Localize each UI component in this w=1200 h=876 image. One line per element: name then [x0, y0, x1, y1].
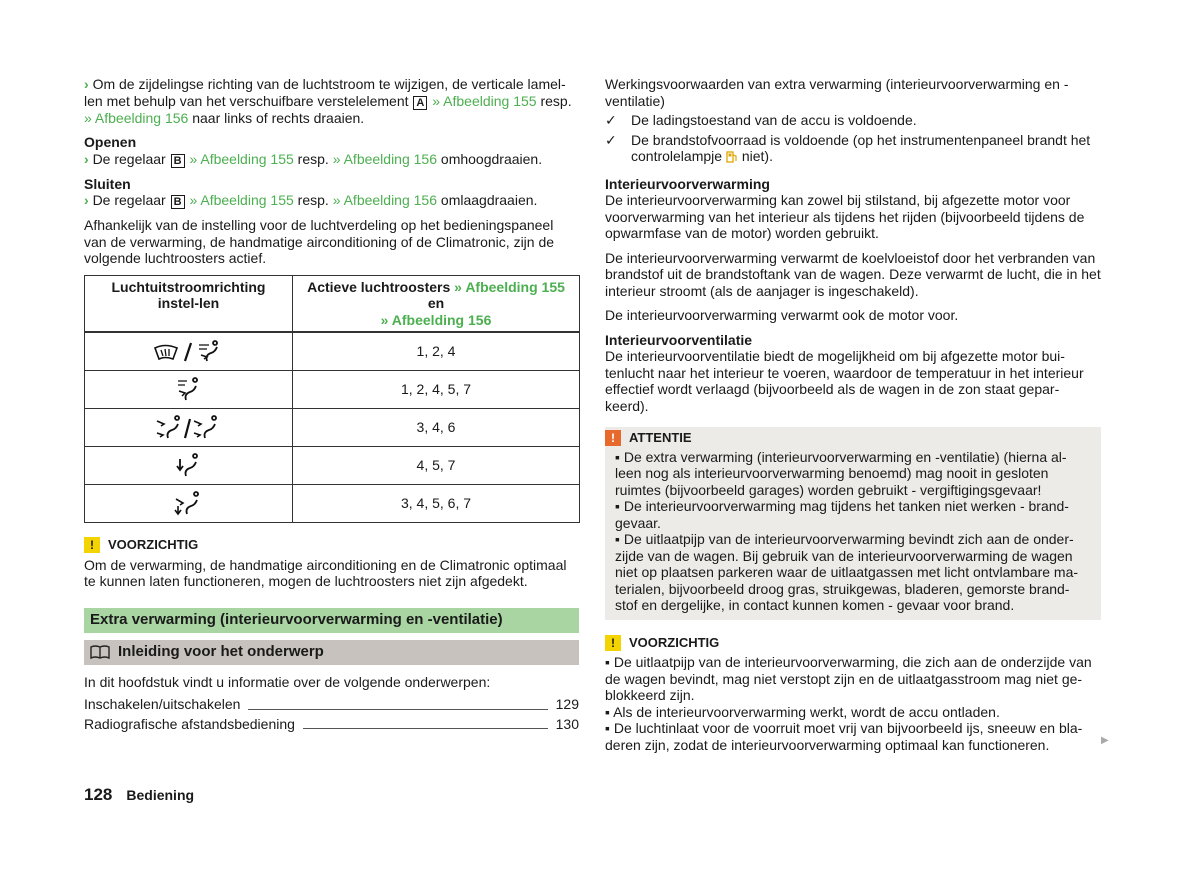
- list-item: ▪ De uitlaatpijp van de interieurvoorverwarming, die zich aan de onderzijde van de wagen bevindt, mag niet verstopt zijn en de uitlaatgasstroom mag niet ge-blokkeerd zijn.: [605, 654, 1092, 703]
- list-item: ▪ De uitlaatpijp van de interieurvoorverwarming bevindt zich aan de onder-zijde van de wagen. Bij gebruik van de interieurvoorverwarming de wagen niet op plaatsen parkeren waar de uitlaatgassen met licht ontvlambare ma-terialen, bijvoorbeeld droog gras, struikgewas, bladeren, gemorste brand-stof en dergelijke, in contact kunnen komen - gevaar voor brand.: [615, 531, 1079, 613]
- list-item: [605, 112, 1101, 129]
- right-column: [605, 76, 1101, 753]
- toc-leader: [248, 709, 547, 710]
- attention-box: [605, 427, 1101, 620]
- direction-cell: [85, 447, 293, 485]
- table-header-direction: Luchtuitstroomrichting instel-len: [85, 275, 293, 332]
- caution-item-text: De luchtinlaat voor de voorruit moet vrij van bijvoorbeeld ijs, sneeuw en bla-deren zijn, zodat de interieurvoorverwarming optimaal kan functioneren.: [605, 720, 1083, 753]
- resp-text: resp.: [297, 150, 329, 167]
- link-figure-156[interactable]: » Afbeelding 156: [380, 311, 492, 328]
- link-figure-155[interactable]: » Afbeelding 155: [454, 278, 565, 295]
- checkmark-icon: ✓: [605, 112, 617, 128]
- header-en-text: en: [427, 295, 445, 311]
- defrost-and-upper-body-icon: [149, 339, 229, 365]
- intro-paragraph: [84, 76, 579, 126]
- open-text-end: omhoogdraaien.: [440, 150, 543, 167]
- table-row: [85, 447, 580, 485]
- attention-header: [605, 429, 1091, 449]
- face-and-feet-icon: [154, 415, 224, 441]
- link-figure-155[interactable]: » Afbeelding 155: [189, 192, 294, 208]
- link-figure-155[interactable]: » Afbeelding 155: [432, 92, 537, 109]
- condition-text-part: De brandstofvoorraad is voldoende (op het instrumentenpaneel brandt het controlelampje: [631, 131, 1091, 164]
- close-heading: Sluiten: [84, 175, 131, 192]
- direction-cell: [85, 409, 293, 447]
- link-figure-156[interactable]: » Afbeelding 156: [84, 109, 189, 126]
- heating-paragraph-2: De interieurvoorverwarming verwarmt de koelvloeistof door het verbranden van brandstof uit de brandstoftank van de wagen. Deze verwarmt de lucht, die in het interieur stroomt (als de aanjager is ingeschakeld).: [605, 249, 1101, 299]
- feet-icon: [174, 453, 204, 479]
- subsection-title-text: Inleiding voor het onderwerp: [118, 642, 324, 660]
- toc-item-label[interactable]: Inschakelen/uitschakelen: [84, 696, 241, 712]
- toc-item[interactable]: [84, 696, 579, 713]
- close-text-end: omlaagdraaien.: [440, 192, 538, 208]
- caution-label: VOORZICHTIG: [108, 537, 199, 552]
- feet-and-windscreen-icon: [173, 491, 205, 517]
- left-column: [84, 76, 579, 732]
- section-title: [84, 608, 579, 633]
- table-header-vents: [293, 275, 580, 332]
- table-row: [85, 332, 580, 371]
- attention-item-text: De extra verwarming (interieurvoorverwarming en -ventilatie) (hierna al-leen nog als interieurvoorverwarming benoemd) mag nooit in gesloten ruimtes (bijvoorbeeld garages) worden gebruikt - vergiftigingsgevaar!: [615, 448, 1067, 498]
- condition-text-end: niet).: [741, 148, 773, 164]
- danger-icon: !: [605, 430, 621, 446]
- label-box-a: A: [413, 96, 427, 110]
- link-figure-156[interactable]: » Afbeelding 156: [332, 150, 438, 167]
- direction-cell: [85, 332, 293, 371]
- open-paragraph: [84, 151, 579, 168]
- toc-item[interactable]: [84, 716, 579, 733]
- ventilation-paragraph: De interieurvoorventilatie biedt de mogelijkheid om bij afgezette motor bui-tenlucht naar het interieur te voeren, waardoor de temperatuur in het interieur effectief wordt verlaagd (bijvoorbeeld als de wagen in de zon staat gepar-keerd).: [605, 348, 1084, 414]
- label-box-b: B: [171, 195, 185, 209]
- caution-header: [605, 635, 1101, 652]
- vents-cell: 1, 2, 4, 5, 7: [293, 371, 580, 409]
- open-heading: Openen: [84, 134, 137, 150]
- attention-label: ATTENTIE: [629, 430, 692, 445]
- caution-item-text: De uitlaatpijp van de interieurvoorverwarming, die zich aan de onderzijde van de wagen bevindt, mag niet verstopt zijn en de uitlaatgasstroom mag niet ge-blokkeerd zijn.: [605, 654, 1092, 703]
- attention-item-text: De interieurvoorverwarming mag tijdens het tanken niet werken - brand-gevaar.: [615, 498, 1069, 531]
- warning-icon: !: [84, 537, 100, 553]
- link-figure-156[interactable]: » Afbeelding 156: [332, 192, 438, 208]
- list-item: ▪ De interieurvoorverwarming mag tijdens het tanken niet werken - brand-gevaar.: [615, 498, 1069, 531]
- toc-intro: In dit hoofdstuk vindt u informatie over de volgende onderwerpen:: [84, 673, 491, 690]
- table-row: [85, 371, 580, 409]
- close-text: De regelaar: [92, 192, 166, 208]
- checkmark-icon: ✓: [605, 131, 617, 148]
- list-item: ▪ Als de interieurvoorverwarming werkt, wordt de accu ontladen.: [605, 703, 1000, 720]
- step-arrow-icon: ›: [84, 192, 89, 208]
- intro-text: Om de zijdelingse richting van de luchtstroom te wijzigen, de verticale lamel-len met behulp van het verschuifbare verstelelement: [84, 76, 566, 109]
- page-number: 128: [84, 785, 113, 804]
- heating-paragraph-3: De interieurvoorverwarming verwarmt ook de motor voor.: [605, 307, 959, 323]
- close-paragraph: [84, 192, 579, 209]
- heating-heading: Interieurvoorverwarming: [605, 175, 770, 192]
- caution-item-text: Als de interieurvoorverwarming werkt, wordt de accu ontladen.: [613, 703, 1000, 720]
- list-item: [605, 132, 1101, 165]
- condition-text: [631, 132, 1101, 165]
- toc-item-page[interactable]: 129: [555, 696, 579, 712]
- attention-item-text: De uitlaatpijp van de interieurvoorverwarming bevindt zich aan de onder-zijde van de wagen. Bij gebruik van de interieurvoorverwarming de wagen niet op plaatsen parkeren waar de uitlaatgassen met licht ontvlambare ma-terialen, bijvoorbeeld droog gras, struikgewas, bladeren, gemorste brand-stof en dergelijke, in contact kunnen komen - gevaar voor brand.: [615, 531, 1079, 613]
- toc-item-label[interactable]: Radiografische afstandsbediening: [84, 715, 295, 732]
- dependent-paragraph: Afhankelijk van de instelling voor de luchtverdeling op het bedieningspaneel van de verwarming, de handmatige airconditioning of de Climatronic, zijn de volgende luchtroosters actief.: [84, 217, 555, 266]
- caution-list: [605, 654, 1101, 753]
- resp-text: resp.: [540, 92, 572, 109]
- footer-section: Bediening: [126, 787, 195, 803]
- list-item: ▪ De extra verwarming (interieurvoorverwarming en -ventilatie) (hierna al-leen nog als interieurvoorverwarming benoemd) mag nooit in gesloten ruimtes (bijvoorbeeld garages) worden gebruikt - vergiftigingsgevaar!: [615, 448, 1067, 498]
- caution-text: Om de verwarming, de handmatige airconditioning en de Climatronic optimaal te kunnen laten functioneren, mogen de luchtroosters niet zijn afgedekt.: [84, 556, 567, 589]
- conditions-list: [605, 112, 1101, 165]
- continue-arrow-icon: ▶: [1101, 735, 1109, 746]
- caution-label: VOORZICHTIG: [629, 634, 720, 650]
- conditions-intro: Werkingsvoorwaarden van extra verwarming (interieurvoorverwarming en -ventilatie): [605, 76, 1069, 109]
- direction-cell: [85, 371, 293, 409]
- section-title-text: Extra verwarming (interieurvoorverwarming en -ventilatie): [90, 610, 503, 628]
- link-figure-155[interactable]: » Afbeelding 155: [189, 150, 294, 167]
- vents-cell: 3, 4, 6: [293, 409, 580, 447]
- toc-list: [84, 696, 579, 732]
- vents-cell: 1, 2, 4: [293, 332, 580, 371]
- book-icon: [90, 644, 110, 660]
- vents-cell: 4, 5, 7: [293, 447, 580, 485]
- fuel-warning-light-icon: [726, 150, 738, 163]
- vents-cell: 3, 4, 5, 6, 7: [293, 485, 580, 523]
- subsection-title: [84, 640, 579, 665]
- upper-body-icon: [174, 377, 204, 403]
- intro-text-end: naar links of rechts draaien.: [192, 109, 365, 126]
- table-row: [85, 485, 580, 523]
- caution-header: [84, 537, 579, 554]
- step-arrow-icon: ›: [84, 76, 89, 92]
- direction-cell: [85, 485, 293, 523]
- condition-text: De ladingstoestand van de accu is voldoende.: [631, 112, 917, 128]
- toc-item-page[interactable]: 130: [555, 715, 579, 732]
- heating-paragraph-1: De interieurvoorverwarming kan zowel bij stilstand, bij afgezette motor voor voorverwarming van het interieur als tijdens het rijden (bijvoorbeeld tijdens de opwarmfase van de motor) worden gebruikt.: [605, 192, 1085, 241]
- step-arrow-icon: ›: [84, 150, 89, 167]
- resp-text: resp.: [297, 192, 329, 208]
- page-footer: [84, 787, 194, 804]
- header-vents-text: Actieve luchtroosters: [307, 278, 451, 295]
- ventilation-heading: Interieurvoorventilatie: [605, 331, 753, 348]
- list-item: ▪ De luchtinlaat voor de voorruit moet vrij van bijvoorbeeld ijs, sneeuw en bla-deren zijn, zodat de interieurvoorverwarming optimaal kan functioneren.: [605, 720, 1083, 753]
- toc-leader: [303, 728, 548, 729]
- warning-icon: !: [605, 635, 621, 651]
- open-text: De regelaar: [92, 150, 166, 167]
- table-row: [85, 409, 580, 447]
- label-box-b: B: [171, 154, 185, 168]
- air-vent-table: [84, 275, 580, 524]
